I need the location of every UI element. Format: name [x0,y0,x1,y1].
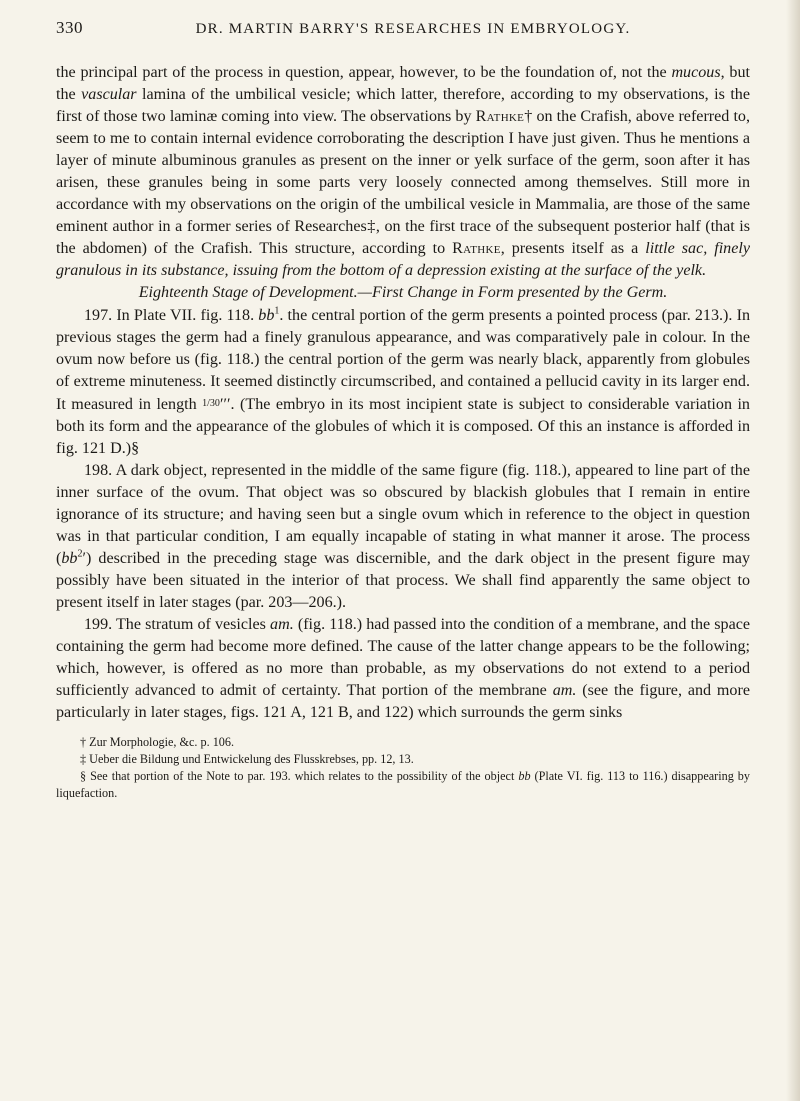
footnote-marker: ‡ [366,218,376,236]
page-edge-shadow [786,0,800,1101]
footnote-marker: † [524,108,533,126]
section-heading: Eighteenth Stage of Development.—First Change in Form presented by the Germ. [138,284,668,302]
paragraph-197: 197. In Plate VII. fig. 118. $bb^1$. the central portion of the germ presents a pointed process (par. 213.). In previous stages the germ had a finely granulous appearance, and was comparatively pale in colour. In the ovum now before us (fig. 118.) the central portion of the germ was nearly black, apparently from globules of extreme minuteness. It seemed distinctly circumscribed, and contained a pellucid cavity in its larger end. It measured in length 1/30′′′. (The embryo in its most incipient state is subject to considerable variation in both its form and the appearance of the globules of which it is composed. Of this an instance is afforded in fig. 121 D.)§ [56,305,751,457]
footnote: § See that portion of the Note to par. 193. which relates to the possibility of the object bb (Plate VI. fig. 113 to 116.) disappearing by liquefaction. [56,769,750,801]
footnote: † Zur Morphologie, &c. p. 106. [80,735,235,750]
footnote: ‡ Ueber die Bildung und Entwickelung des Flusskrebses, pp. 12, 13. [80,752,414,767]
paragraph-198: 198. A dark object, represented in the middle of the same figure (fig. 118.), appeared to line part of the inner surface of the ovum. That object was so obscured by blackish globules that I remain in entire ignorance of its structure; and having seen but a single ovum which in reference to the object in question was in that particular condition, I am equally incapable of stating in what manner it arose. The process $(bb^2')$ described in the preceding stage was discernible, and the dark object in the present figure may possibly have been situated in the interior of that process. We shall find apparently the same object to present itself in later stages (par. 203—206.). [56,461,750,612]
author-name: Rathke [475,108,525,126]
fraction: 1/30 [202,397,220,409]
footnote-marker: § [131,439,140,457]
running-title: DR. MARTIN BARRY'S RESEARCHES IN EMBRYOLOGY. [195,21,631,37]
paragraph-continued: the principal part of the process in question, appear, however, to be the foundation of, not the mucous, but the vascular lamina of the umbilical vesicle; which latter, therefore, according to my observations, is the first of those two laminæ coming into view. The observations by Rathke† on the Crafish, above referred to, seem to me to contain internal evidence corroborating the description I have just given. Thus he mentions a layer of minute albuminous granules as present on the inner or yelk surface of the germ, soon after it has arisen, these granules being in some parts very loosely connected among themselves. Still more in accordance with my observations on the origin of the umbilical vesicle in Mammalia, are those of the same eminent author in a former series of Researches‡, on the first trace of the subsequent posterior half (that is the abdomen) of the Crafish. This structure, according to Rathke, presents itself as a little sac, finely granulous in its substance, issuing from the bottom of a depression existing at the surface of the yelk. [56,64,751,280]
author-name: Rathke [452,240,501,258]
page-header [56,18,750,48]
book-page [56,18,750,802]
body-text [56,62,750,724]
footnotes [56,734,750,802]
paragraph-199: 199. The stratum of vesicles am. (fig. 118.) had passed into the condition of a membrane, and the space containing the germ had become more defined. The cause of the latter change appears to be the following; which, however, is offered as no more than probable, as my observations do not extend to a period sufficiently advanced to admit of certainty. That portion of the membrane am. (see the figure, and more particularly in later stages, figs. 121 A, 121 B, and 122) which surrounds the germ sinks [56,616,750,722]
page-number: 330 [56,18,83,37]
